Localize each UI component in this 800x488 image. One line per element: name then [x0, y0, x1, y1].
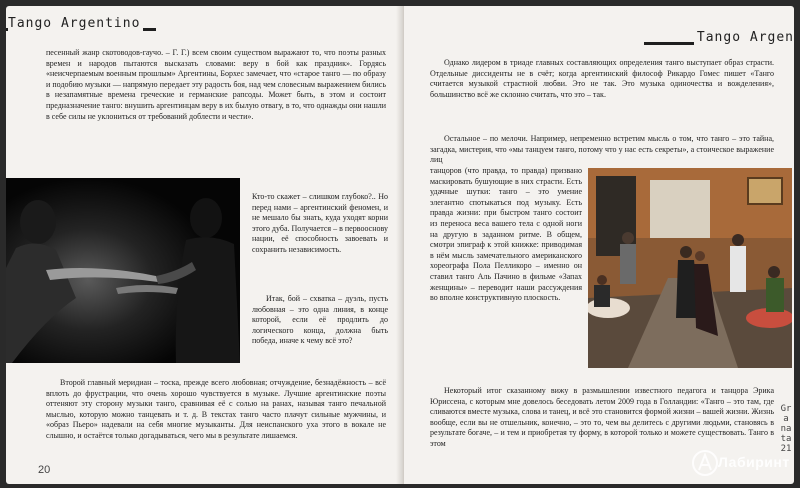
left-header — [6, 16, 146, 32]
left-paragraph-1: песенный жанр скотоводов-гаучо. – Г. Г.) всем своим существом выражают то, что поэты разных времен и народов пытаются высказать словами: веру в бой как праздник». Гордясь «неисчерпаемым военным прошлым» Аргентины, Борхес замечает, что «старое танго — по образу и подобию музыки — напрямую передает эту радость боя, над чем словесным выражением бились в незапамятные времена греческие и германские рапсоды. Может быть, в этом и состоит предназначение танго: внушить аргентинцам веру в их былую отвагу, в то, что однажды они нашли в себе силы не уклониться от требований доблести и чести». — [46, 48, 386, 121]
left-paragraph-3: Итак, бой – схватка – дуэль, пусть любовная – это одна линия, в конце которой, если её продлить до логического конца, должна быть победа, иначе к чему всё это? — [252, 294, 388, 346]
side-margin-text: Gra nata 21 — [780, 404, 792, 454]
right-paragraph-2b: танцоров (что правда, то правда) призвано маскировать бушующие в них страсти. Есть удачные шутки: танго – это умение элегантно спотыкаться под музыку. Есть правда жизни: при быстром танго состоит из переноса веса вашего тела с одной ноги на другую в заданном ритме. В общем, смотри эпиграф к этой книжке: приводимая в нём мысль замечательного американского хореографа Пола Пелликоро – именно он ставил танго Аль Пачино в фильме «Запах женщины» – переводит наши рассуждения во вполне конструктивную плоскость. — [430, 166, 582, 303]
right-paragraph-1: Однако лидером в триаде главных составляющих определения танго выступает образ страсти. Отдельные диссиденты не в счёт; когда аргентинский философ Рикардо Гомес пишет «Танго считается музыкой страстной любви. Это не так. Это музыка одиночества и вожделения», большинство всё же склонно считать, что это – так. — [430, 58, 774, 99]
dance-hall-photo — [588, 168, 792, 368]
left-paragraph-4: Второй главный меридиан – тоска, прежде всего любовная; отчуждение, безнадёжность – всё вплоть до фрустрации, что очень хорошо чувствуется в музыке. Лучшие аргентинские поэты оттеняют эту сторону музыки танго, сравнивая её с солью на ранах, называя танго печальной мыслью, которую можно танцевать и т. д. В текстах танго часто плачут сильные мужчины, и «образ Пьеро» надевали на себя многие музыканты. Для неиспанского уха этого в вокале не слышно, и остаётся только догадываться, чего мы в результате лишаемся. — [46, 378, 386, 440]
left-paragraph-2: Кто-то скажет – слишком глубоко?.. Но перед нами – аргентинский феномен, и не мешало бы знать, куда уходят корни этого дуба. Получается – в первооснову нации, её способность завоевать и сохранить независимость. — [252, 192, 388, 254]
labirint-watermark — [690, 446, 800, 482]
page-number-left: 20 — [38, 464, 51, 476]
right-paragraph-3: Некоторый итог сказанному вижу в размышлении известного педагога и танцора Эрика Юриссена, с которым мне довелось беседовать летом 2009 года в Голландии: «Танго – это там, где сливаются вместе музыка, слова и танец, и всё это становится формой жизни – вашей жизни. Жизнь вообще, если вы не отшельник, конечно, – это то, чем вы делитесь с другими людьми, становясь в результате богаче, – и тем и приобретая ту форму, в которой только и можете существовать. Танго в этом — [430, 386, 774, 448]
right-page — [404, 6, 794, 484]
watermark-text: Лабиринт — [718, 454, 790, 470]
left-header-title: Tango Argentino — [8, 16, 143, 31]
dancers-photo-image — [6, 178, 240, 363]
right-header — [644, 28, 794, 50]
dance-hall-photo-image — [588, 168, 792, 368]
left-page — [6, 6, 402, 484]
dancers-photo — [6, 178, 240, 363]
labirint-logo-icon — [690, 448, 720, 478]
right-header-title: Tango Argen — [694, 30, 794, 45]
right-paragraph-2a: Остальное – по мелочи. Например, непременно встретим мысль о том, что танго – это тайна, загадка, мистерия, что «мы танцуем танго, потому что у нас есть секреты», а стоическое выражение лиц — [430, 134, 774, 165]
